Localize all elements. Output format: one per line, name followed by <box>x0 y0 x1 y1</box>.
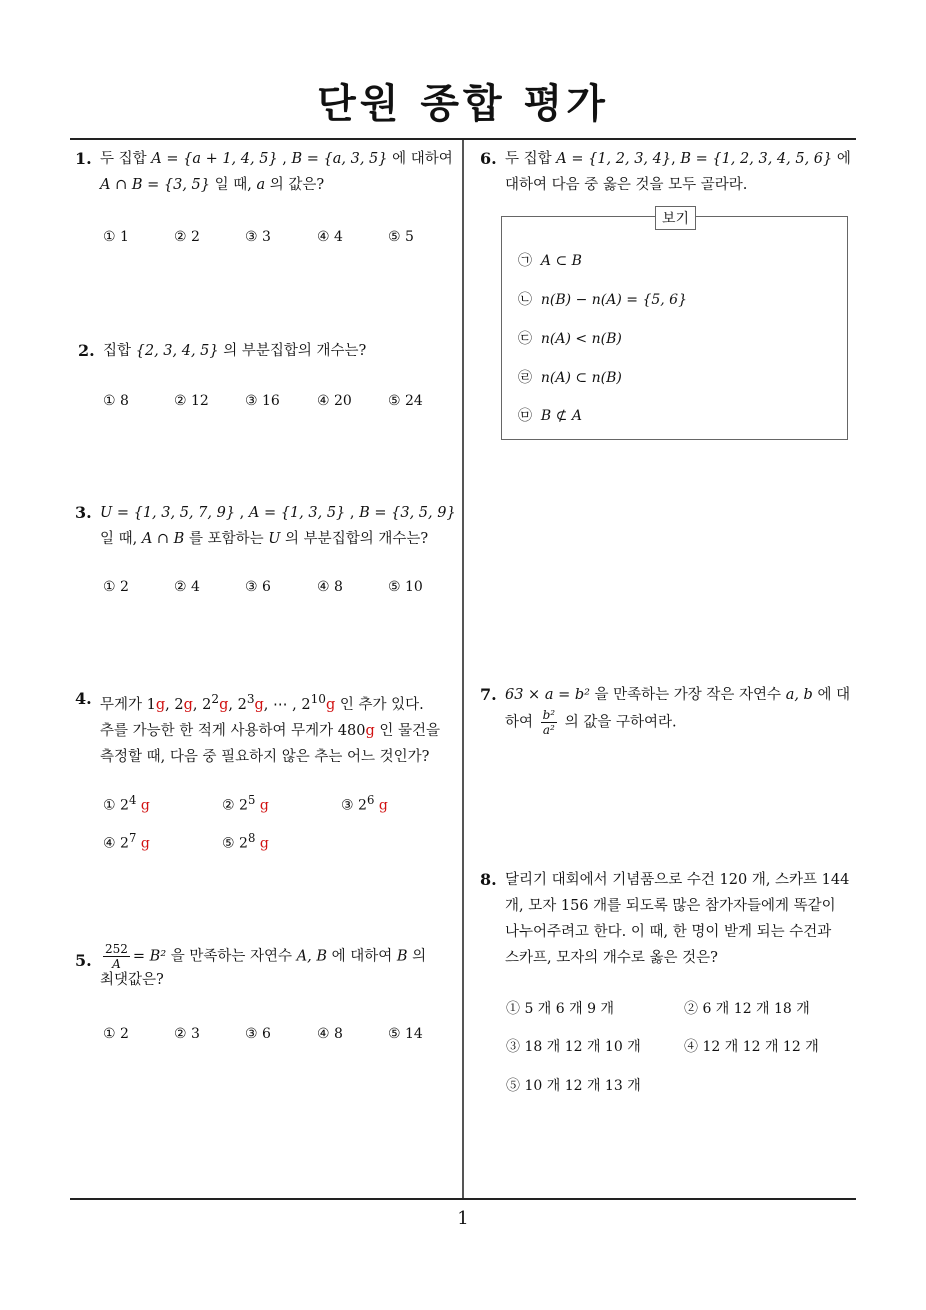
box-label: 보기 <box>655 206 696 230</box>
choice-4[interactable]: ④ 20 <box>317 393 352 409</box>
question-text-line2: 최댓값은? <box>100 972 164 988</box>
choice-2[interactable]: ② 2 <box>174 229 200 245</box>
choice-1[interactable]: ① 1 <box>103 229 129 245</box>
choice-1[interactable]: ① 2 <box>103 579 129 595</box>
choice-4[interactable]: ④ 4 <box>317 229 343 245</box>
question-text-line2: A ∩ B = {3, 5} 일 때, a 의 값은? <box>100 177 325 193</box>
question-number: 7. <box>480 685 497 704</box>
question-text-line2: 하여 $\frac{\text{b²}}{\text{a²}}$ 의 값을 구하여라. <box>505 708 677 737</box>
choice-1[interactable]: ① 2 <box>103 1026 129 1042</box>
choice-1[interactable]: ① $2^4$ g <box>103 793 150 814</box>
choice-5[interactable]: ⑤ 24 <box>388 393 423 409</box>
question-2 <box>78 338 463 364</box>
choice-5[interactable]: ⑤ 5 <box>388 229 414 245</box>
question-text: $\frac{252}{A}$ = B² 을 만족하는 자연수 A, B 에 대하여 B 의 <box>105 942 427 971</box>
choice-1[interactable]: ① 5 개 6 개 9 개 <box>506 1001 614 1017</box>
question-4 <box>75 686 460 770</box>
choice-2[interactable]: ② 4 <box>174 579 200 595</box>
box-item-3[interactable]: ㉢ n(A) < n(B) <box>518 331 622 347</box>
choice-2[interactable]: ② $2^5$ g <box>222 793 269 814</box>
choice-3[interactable]: ③ 6 <box>245 579 271 595</box>
question-7 <box>480 682 861 737</box>
example-box <box>501 211 848 440</box>
choice-4[interactable]: ④ 8 <box>317 1026 343 1042</box>
question-number: 6. <box>480 149 497 168</box>
question-number: 3. <box>75 503 92 522</box>
fraction: $\frac{\text{b²}}{\text{a²}}$ <box>542 708 556 737</box>
choice-4[interactable]: ④ $2^7$ g <box>103 831 150 852</box>
choice-5[interactable]: ⑤ 10 <box>388 579 423 595</box>
question-text-line2: 개, 모자 156 개를 되도록 많은 참가자들에게 똑같이 <box>505 898 836 914</box>
question-text-line3: 나누어주려고 한다. 이 때, 한 명이 받게 되는 수건과 <box>505 924 832 940</box>
question-text: U = {1, 3, 5, 7, 9} , A = {1, 3, 5} , B = {3, 5, 9} <box>100 505 456 521</box>
box-item-1[interactable]: ㉠ A ⊂ B <box>518 253 582 269</box>
question-text-line3: 측정할 때, 다음 중 필요하지 않은 추는 어느 것인가? <box>100 748 430 765</box>
question-text: 두 집합 A = {1, 2, 3, 4}, B = {1, 2, 3, 4, 5, 6} 에 <box>505 151 851 167</box>
question-1 <box>75 146 460 198</box>
question-text-line2: 추를 가능한 한 적게 사용하여 무게가 480g 인 물건을 <box>100 722 440 739</box>
question-text: 63 × a = b² 을 만족하는 가장 작은 자연수 a, b 에 대 <box>505 687 851 703</box>
choice-4[interactable]: ④ 12 개 12 개 12 개 <box>684 1039 819 1055</box>
choice-3[interactable]: ③ 3 <box>245 229 271 245</box>
question-5 <box>75 942 460 993</box>
choice-1[interactable]: ① 8 <box>103 393 129 409</box>
column-divider <box>462 140 464 1200</box>
choice-5[interactable]: ⑤ $2^8$ g <box>222 831 269 852</box>
box-item-4[interactable]: ㉣ n(A) ⊂ n(B) <box>518 370 622 386</box>
question-text-line2: 일 때, A ∩ B 를 포함하는 U 의 부분집합의 개수는? <box>100 531 429 547</box>
choice-3[interactable]: ③ 16 <box>245 393 280 409</box>
question-number: 5. <box>75 951 92 970</box>
question-number: 2. <box>78 341 95 360</box>
fraction: $\frac{252}{A}$ <box>105 942 128 971</box>
choice-3[interactable]: ③ 6 <box>245 1026 271 1042</box>
choice-2[interactable]: ② 6 개 12 개 18 개 <box>684 1001 810 1017</box>
choice-2[interactable]: ② 3 <box>174 1026 200 1042</box>
choice-4[interactable]: ④ 8 <box>317 579 343 595</box>
question-text-line4: 스카프, 모자의 개수로 옳은 것은? <box>505 950 718 966</box>
question-6 <box>480 146 861 198</box>
question-number: 8. <box>480 870 497 889</box>
bottom-rule <box>70 1198 856 1200</box>
question-text: 무게가 1g, 2g, $2^2g$, $2^3g$, ⋯ , $2^{10}g$ 인 추가 있다. <box>100 692 424 713</box>
question-text: 달리기 대회에서 기념품으로 수건 120 개, 스카프 144 <box>505 872 850 888</box>
box-item-5[interactable]: ㉤ B ⊄ A <box>518 408 582 424</box>
question-text: 집합 {2, 3, 4, 5} 의 부분집합의 개수는? <box>103 343 367 359</box>
question-text: 두 집합 A = {a + 1, 4, 5} , B = {a, 3, 5} 에 대하여 <box>100 151 453 167</box>
choice-5[interactable]: ⑤ 10 개 12 개 13 개 <box>506 1078 641 1094</box>
question-8 <box>480 867 861 971</box>
page-title: 단원 종합 평가 <box>317 81 609 127</box>
box-item-2[interactable]: ㉡ n(B) − n(A) = {5, 6} <box>518 292 687 308</box>
question-number: 4. <box>75 689 92 708</box>
question-3 <box>75 500 460 552</box>
choice-3[interactable]: ③ 18 개 12 개 10 개 <box>506 1039 641 1055</box>
question-number: 1. <box>75 149 92 168</box>
question-text-line2: 대하여 다음 중 옳은 것을 모두 골라라. <box>505 177 748 193</box>
page-number: 1 <box>457 1208 469 1229</box>
choice-3[interactable]: ③ $2^6$ g <box>341 793 388 814</box>
choice-5[interactable]: ⑤ 14 <box>388 1026 423 1042</box>
choice-2[interactable]: ② 12 <box>174 393 209 409</box>
